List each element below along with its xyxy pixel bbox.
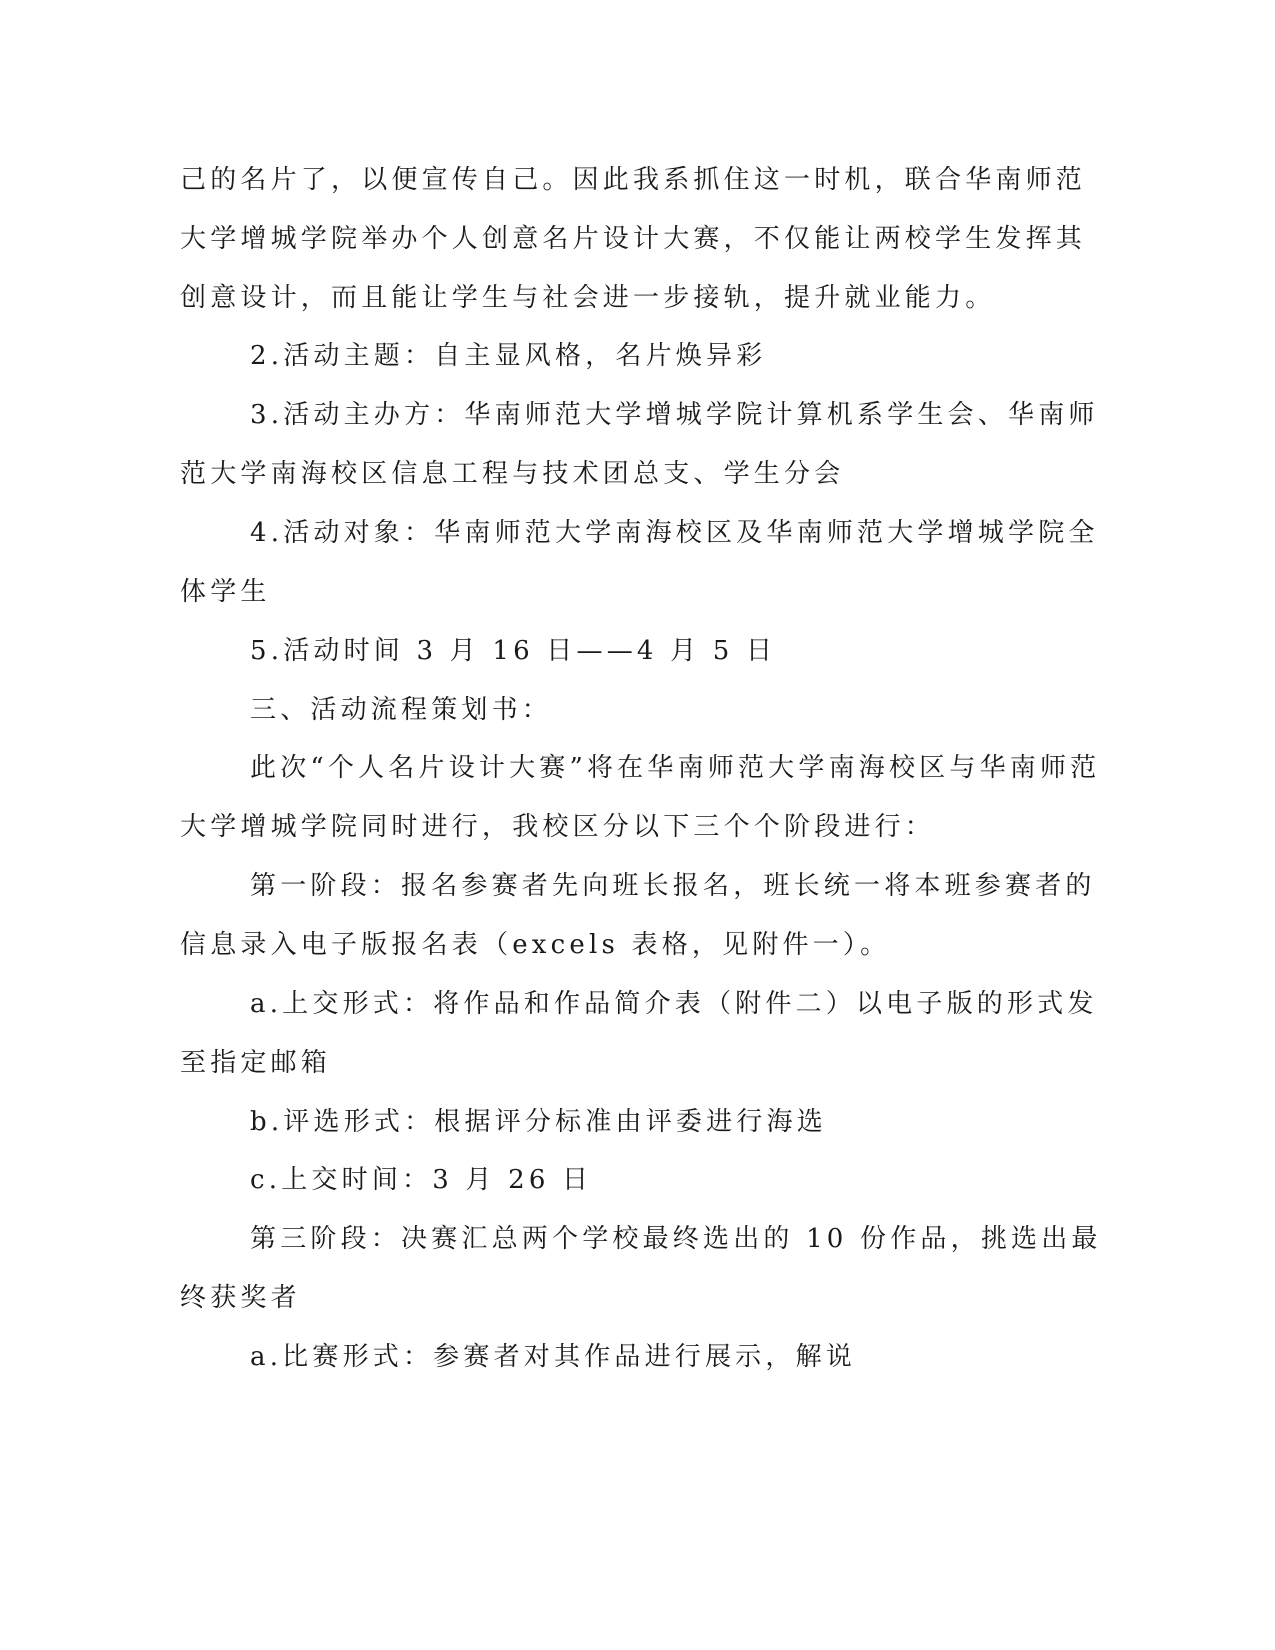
paragraph-line: 己的名片了，以便宣传自己。因此我系抓住这一时机，联合华南师范 (180, 165, 1087, 195)
paragraph-line: 2.活动主题：自主显风格，名片焕异彩 (250, 341, 767, 371)
paragraph-line: 4.活动对象：华南师范大学南海校区及华南师范大学增城学院全 (250, 518, 1099, 548)
paragraph-line: 至指定邮箱 (180, 1048, 332, 1078)
paragraph-line: 第一阶段：报名参赛者先向班长报名，班长统一将本班参赛者的 (250, 871, 1096, 901)
paragraph-line: a.上交形式：将作品和作品简介表（附件二）以电子版的形式发 (250, 989, 1098, 1019)
section-heading: 三、活动流程策划书： (250, 695, 553, 725)
paragraph-line: 创意设计，而且能让学生与社会进一步接轨，提升就业能力。 (180, 283, 996, 313)
paragraph-line: 范大学南海校区信息工程与技术团总支、学生分会 (180, 459, 845, 489)
paragraph-line: 信息录入电子版报名表（excels 表格，见附件一）。 (180, 930, 891, 960)
paragraph-line: 终获奖者 (180, 1283, 301, 1313)
paragraph-line: 大学增城学院同时进行，我校区分以下三个个阶段进行： (180, 812, 936, 842)
paragraph-line: 此次“个人名片设计大赛”将在华南师范大学南海校区与华南师范 (250, 753, 1101, 783)
paragraph-line: 3.活动主办方：华南师范大学增城学院计算机系学生会、华南师 (250, 400, 1099, 430)
paragraph-line: 大学增城学院举办个人创意名片设计大赛，不仅能让两校学生发挥其 (180, 224, 1087, 254)
paragraph-line: a.比赛形式：参赛者对其作品进行展示，解说 (250, 1342, 856, 1372)
paragraph-line: b.评选形式：根据评分标准由评委进行海选 (250, 1107, 827, 1137)
paragraph-line: 体学生 (180, 577, 271, 607)
paragraph-line: 第三阶段：决赛汇总两个学校最终选出的 10 份作品，挑选出最 (250, 1224, 1102, 1254)
paragraph-line: c.上交时间：3 月 26 日 (250, 1165, 593, 1195)
paragraph-line: 5.活动时间 3 月 16 日——4 月 5 日 (250, 636, 777, 666)
